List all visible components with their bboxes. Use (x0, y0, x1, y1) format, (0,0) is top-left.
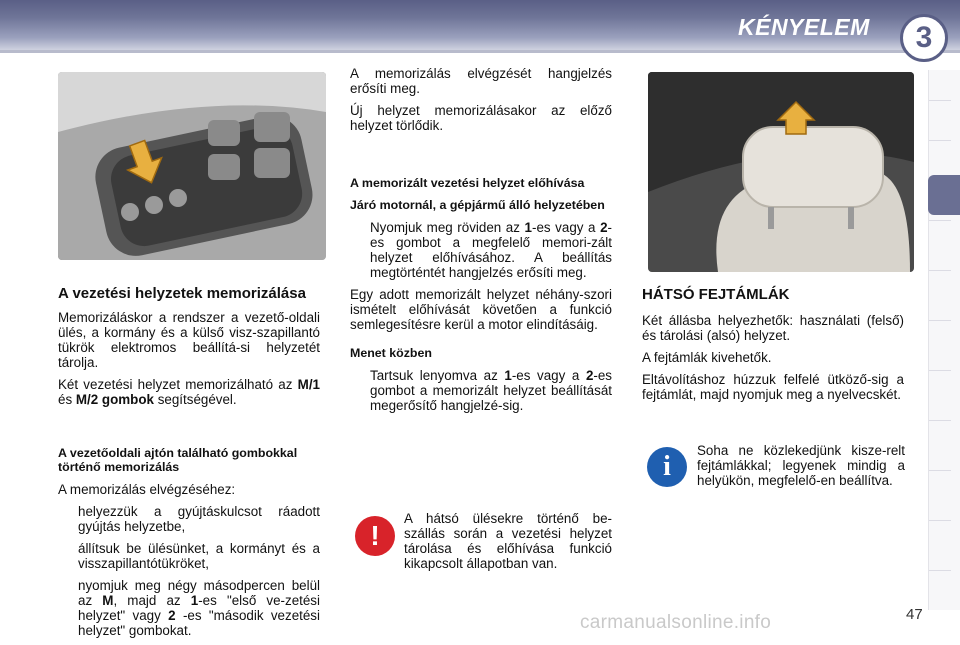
list-item (58, 578, 320, 638)
tab-divider (929, 370, 951, 371)
info-icon: i (647, 447, 687, 487)
headrest-section (642, 286, 904, 409)
button-1-label: 1 (524, 220, 532, 235)
cancel-text: Egy adott memorizált helyzet néhány-szori ismételt előhívását követően a funkció semlegesítésre kerül a motor elindításáig. (350, 287, 612, 332)
list-item (350, 220, 612, 280)
headrest-removable-text: A fejtámlák kivehetők. (642, 350, 772, 365)
text-span: -es "második vezetési helyzet" gombokat. (78, 608, 320, 638)
list-item-text: állítsuk be ülésünket, a kormányt és a visszapillantótükröket, (78, 541, 320, 571)
text-span: és (58, 392, 76, 407)
tab-divider (929, 140, 951, 141)
pointing-hand-icon (58, 578, 78, 638)
headrest-removal-text: Eltávolításhoz húzzuk felfelé ütköző-sig a fejtámlát, majd nyomjuk meg a nyelvecskét. (642, 372, 904, 402)
list-item-text (370, 220, 612, 280)
tab-divider (929, 520, 951, 521)
headrest-positions-text: Két állásba helyezhetők: használati (felső) és tárolási (alsó) helyzet. (642, 313, 904, 343)
button-2-label: 2 (600, 220, 608, 235)
watermark: carmanualsonline.info (580, 612, 772, 633)
door-memory-title: A vezetőoldali ajtón található gombokkal történő memorizálás (58, 446, 298, 474)
memory-recall-section (350, 176, 612, 420)
m2-button-label: M/2 gombok (75, 392, 154, 407)
tab-divider (929, 320, 951, 321)
button-2-label: 2 (585, 368, 594, 383)
memory-intro-section (58, 285, 320, 414)
warning-note (404, 511, 612, 571)
text-span: Két vezetési helyzet memorizálható az (58, 377, 298, 392)
list-item (58, 541, 320, 571)
warning-icon: ! (355, 516, 395, 556)
info-note (697, 443, 905, 488)
tab-divider (929, 570, 951, 571)
chapter-badge (900, 14, 948, 62)
recall-title: A memorizált vezetési helyzet előhívása (350, 176, 585, 190)
memory-confirm-section (350, 66, 612, 140)
list-item (350, 368, 612, 413)
page-number: 47 (906, 606, 923, 623)
pointing-hand-icon (58, 541, 78, 571)
confirm-text: A memorizálás elvégzését hangjelzés erősíti meg. (350, 66, 612, 96)
list-item-text (78, 578, 320, 638)
door-memory-intro: A memorizálás elvégzéséhez: (58, 482, 236, 497)
chapter-number: 3 (915, 21, 933, 54)
driving-title: Menet közben (350, 346, 432, 360)
section-title-memory: A vezetési helyzetek memorizálása (58, 285, 306, 302)
door-memory-buttons-photo (58, 72, 326, 260)
tab-divider (929, 470, 951, 471)
pointing-hand-icon (58, 504, 78, 534)
text-span: -es gombot a memorizált helyzet beállítását megerősítő hangjelzé-sig. (370, 368, 612, 413)
overwrite-text: Új helyzet memorizálásakor az előző helyzet törlődik. (350, 103, 612, 133)
list-item-text (370, 368, 612, 413)
memory-positions-text (58, 377, 320, 407)
warning-text: A hátsó ülésekre történő be-szállás során a vezetési helyzet tárolása és előhívása funkció kikapcsolt állapotban van. (404, 511, 612, 571)
info-text: Soha ne közlekedjünk kisze-relt fejtámlákkal; legyenek mindig a helyükön, megfelelő-en beállítva. (697, 443, 905, 488)
button-2-label: 2 (168, 608, 176, 623)
text-span: Nyomjuk meg röviden az (370, 220, 525, 235)
active-chapter-tab[interactable] (928, 175, 960, 215)
text-span: -es gombot a megfelelő memori-zált helyzet előhívásához. A beállítás megtörténtét hangjelzés erősíti meg. (370, 220, 613, 280)
tab-divider (929, 220, 951, 221)
header-divider (0, 50, 960, 53)
text-span: -es vagy a (511, 368, 586, 383)
list-item (58, 504, 320, 534)
door-memory-section (58, 446, 320, 645)
text-span: -es "első ve-zetési helyzet" vagy (78, 593, 320, 623)
pointing-hand-icon (350, 220, 370, 280)
text-span: segítségével. (154, 392, 237, 407)
headrest-title: HÁTSÓ FEJTÁMLÁK (642, 286, 790, 303)
rear-headrest-photo (648, 72, 914, 272)
tab-divider (929, 420, 951, 421)
text-span: , majd az (113, 593, 191, 608)
button-1-label: 1 (190, 593, 199, 608)
text-span: nyomjuk meg négy másodpercen belül az (78, 578, 320, 608)
engine-running-title: Járó motornál, a gépjármű álló helyzetében (350, 198, 605, 212)
chapter-tab-strip (928, 70, 960, 610)
text-span: -es vagy a (532, 220, 601, 235)
list-item-text: helyezzük a gyújtáskulcsot ráadott gyújtás helyzetbe, (78, 504, 320, 534)
tab-divider (929, 270, 951, 271)
m-button-label: M (102, 593, 114, 608)
m1-button-label: M/1 (297, 377, 320, 392)
text-span: Tartsuk lenyomva az (370, 368, 505, 383)
tab-divider (929, 100, 951, 101)
pointing-hand-icon (350, 368, 370, 413)
memory-intro-text: Memorizáláskor a rendszer a vezető-oldali ülés, a kormány és a külső visz-szapillantó tükrök elektromos beállítá-si helyzetét tárolja. (58, 310, 320, 370)
button-1-label: 1 (504, 368, 512, 383)
chapter-title: KÉNYELEM (738, 14, 870, 40)
